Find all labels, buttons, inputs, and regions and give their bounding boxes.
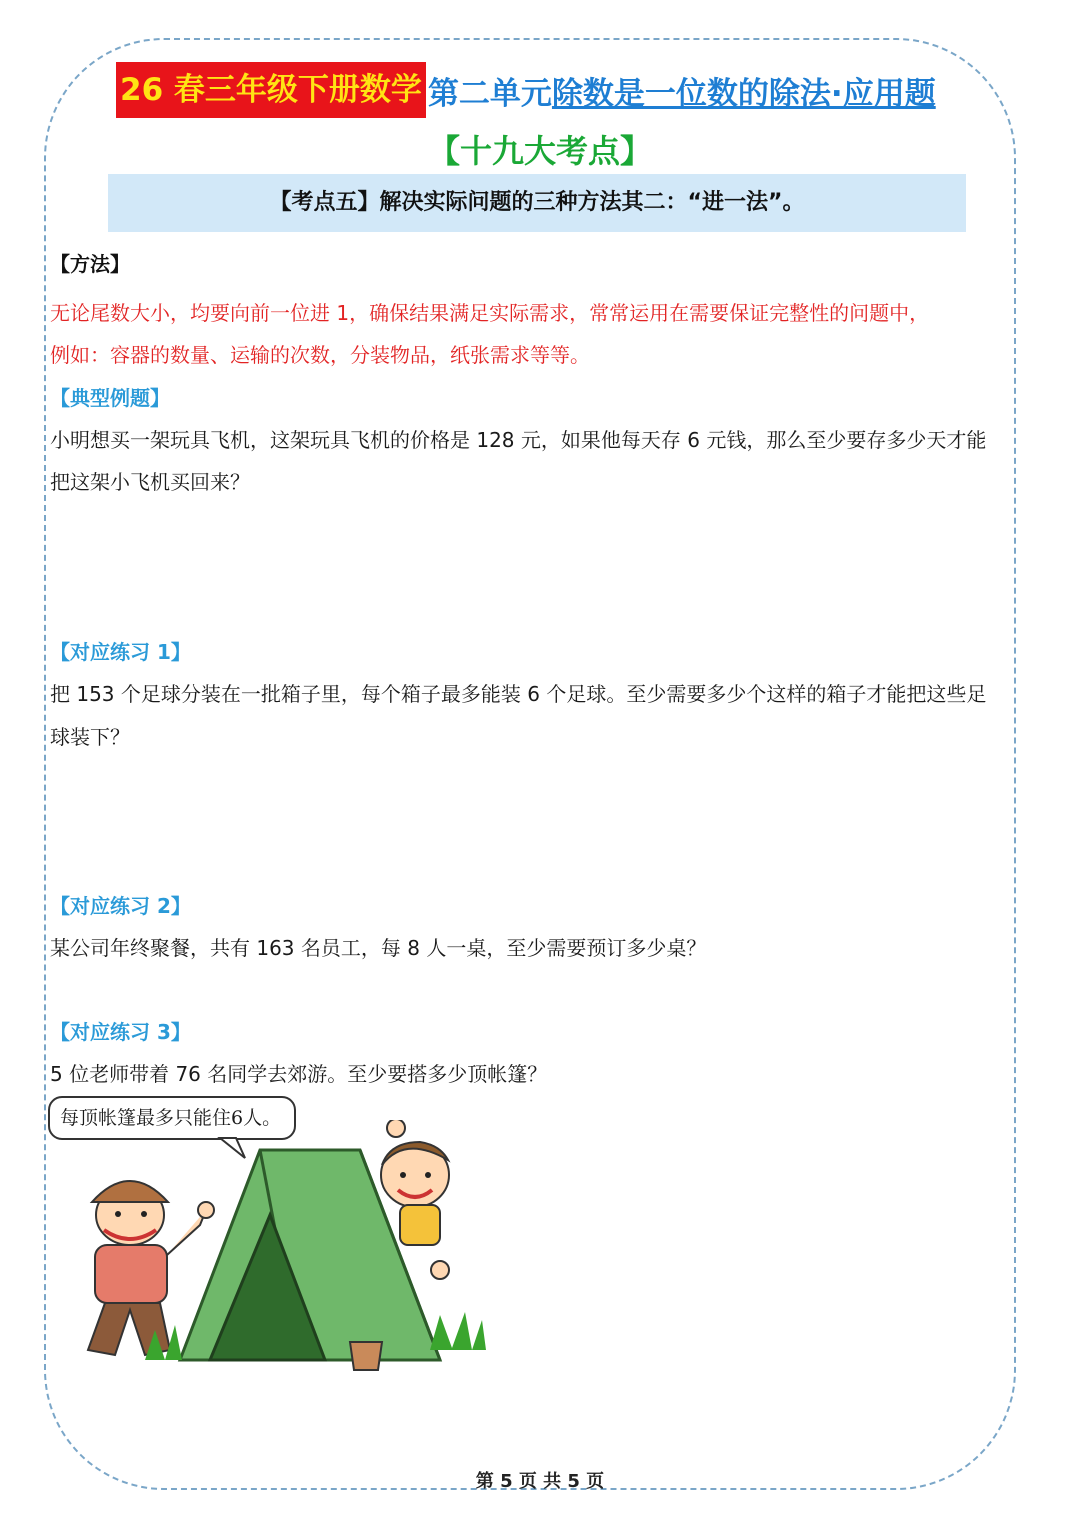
practice2-label: 【对应练习 2】 [50, 894, 191, 918]
subtitle: 【十九大考点】 [427, 132, 652, 170]
title-unit: 第二单元 [427, 75, 552, 112]
title-grade-subject: 26 春三年级下册数学 [116, 62, 426, 118]
method-label: 【方法】 [50, 252, 130, 276]
speech-bubble-text: 每顶帐篷最多只能住6人。 [60, 1107, 282, 1129]
camping-illustration [60, 1120, 500, 1380]
speech-bubble-tail [220, 1138, 245, 1158]
method-text-line2: 例如：容器的数量、运输的次数，分装物品，纸张需求等等。 [50, 343, 590, 367]
flower-pot-icon [350, 1342, 382, 1370]
practice1-text-line1: 把 153 个足球分装在一批箱子里，每个箱子最多能装 6 个足球。至少需要多少个这样的箱子才能把这些足 [50, 682, 987, 706]
practice1-text-line2: 球装下？ [50, 725, 130, 749]
grass-right-icon [430, 1312, 486, 1350]
example-label: 【典型例题】 [50, 386, 170, 410]
practice3-label: 【对应练习 3】 [50, 1020, 191, 1044]
example-text-line1: 小明想买一架玩具飞机，这架玩具飞机的价格是 128 元，如果他每天存 6 元钱，那么至少要存多少天才能 [50, 428, 987, 452]
practice3-text-line1: 5 位老师带着 76 名同学去郊游。至少要搭多少顶帐篷？ [50, 1062, 548, 1086]
topic-banner: 【考点五】解决实际问题的三种方法其二：“进一法”。 [108, 174, 966, 232]
method-text-line1: 无论尾数大小，均要向前一位进 1，确保结果满足实际需求，常常运用在需要保证完整性的问题中， [50, 301, 930, 325]
example-text-line2: 把这架小飞机买回来？ [50, 470, 250, 494]
page-title [116, 62, 936, 118]
page-number: 第 5 页 共 5 页 [475, 1471, 605, 1492]
title-topic: 除数是一位数的除法·应用题 [551, 75, 936, 112]
practice1-label: 【对应练习 1】 [50, 640, 191, 664]
practice2-text-line1: 某公司年终聚餐，共有 163 名员工，每 8 人一桌，至少需要预订多少桌？ [50, 936, 707, 960]
